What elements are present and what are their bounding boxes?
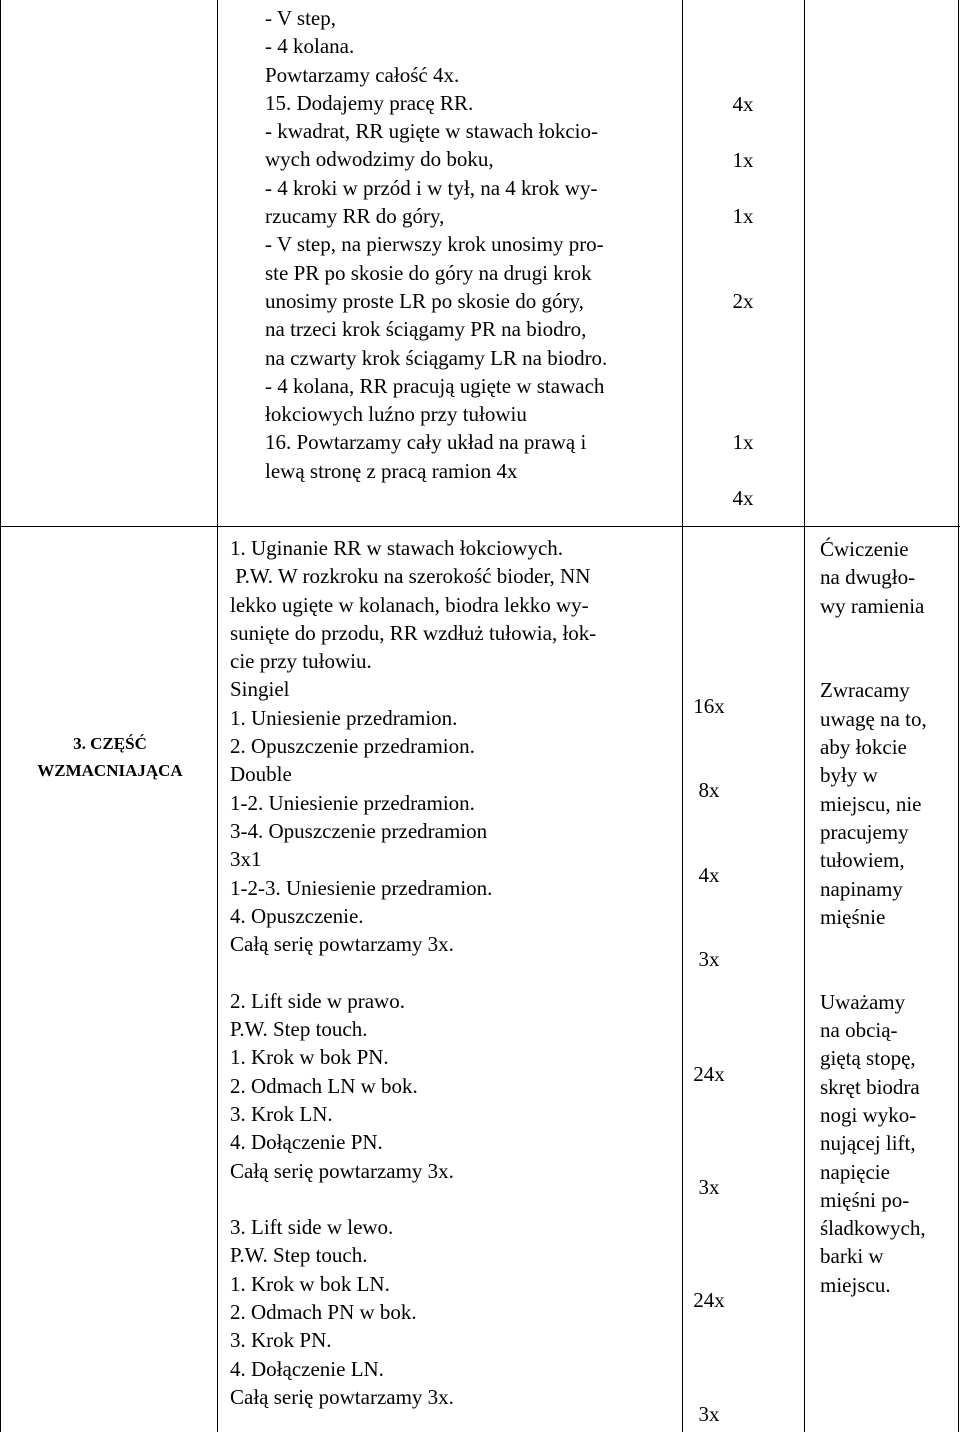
text-line: - 4 kolana, RR pracują ugięte w stawach bbox=[265, 373, 605, 398]
text-line: ste PR po skosie do góry na drugi krok bbox=[265, 260, 592, 285]
remark-line: Zwracamy bbox=[820, 678, 910, 703]
remark-line: miejscu, nie bbox=[820, 791, 922, 816]
text-line: 4. Dołączenie PN. bbox=[230, 1130, 383, 1155]
remark-line bbox=[820, 620, 927, 648]
remarks-row2 bbox=[820, 535, 927, 1299]
remark-line: na obcią- bbox=[820, 1018, 898, 1043]
exercise-description-row2 bbox=[230, 534, 596, 1411]
text-line: 1. Uniesienie przedramion. bbox=[230, 705, 458, 730]
text-line: cie przy tułowiu. bbox=[230, 649, 372, 674]
text-line: 2. Odmach LN w bok. bbox=[230, 1073, 418, 1098]
remark-line: miejscu. bbox=[820, 1272, 891, 1297]
text-line: Całą serię powtarzamy 3x. bbox=[230, 1384, 454, 1409]
text-line: P.W. Step touch. bbox=[230, 1243, 368, 1268]
repetition-count: 1x bbox=[732, 430, 754, 454]
text-line: na czwarty krok ściągamy LR na biodro. bbox=[265, 345, 608, 370]
repetition-count: 4x bbox=[732, 92, 754, 116]
text-line: na trzeci krok ściągamy PR na biodro, bbox=[265, 317, 587, 342]
remark-line: były w bbox=[820, 763, 878, 788]
text-line: 4. Opuszczenie. bbox=[230, 903, 364, 928]
text-line: - 4 kroki w przód i w tył, na 4 krok wy- bbox=[265, 175, 598, 200]
text-line: sunięte do przodu, RR wzdłuż tułowia, łok- bbox=[230, 620, 597, 645]
repetition-count: 24x bbox=[693, 1062, 725, 1086]
text-line: 1-2-3. Uniesienie przedramion. bbox=[230, 875, 493, 900]
remark-line bbox=[820, 931, 927, 959]
text-line: wych odwodzimy do boku, bbox=[265, 147, 494, 172]
remark-line: nogi wyko- bbox=[820, 1102, 917, 1127]
text-line: 3-4. Opuszczenie przedramion bbox=[230, 818, 488, 843]
remark-line: nującej lift, bbox=[820, 1131, 916, 1156]
repetition-count: 3x bbox=[698, 947, 720, 971]
section-title bbox=[4, 730, 216, 784]
text-line: 4. Dołączenie LN. bbox=[230, 1356, 384, 1381]
section-title-line: WZMACNIAJĄCA bbox=[37, 761, 183, 780]
remark-line: śladkowych, bbox=[820, 1216, 926, 1241]
repetition-count: 3x bbox=[698, 1402, 720, 1426]
text-line: 2. Lift side w prawo. bbox=[230, 988, 405, 1013]
repetition-count: 3x bbox=[698, 1175, 720, 1199]
text-line: unosimy proste LR po skosie do góry, bbox=[265, 288, 584, 313]
text-line: 2. Odmach PN w bok. bbox=[230, 1300, 417, 1325]
text-line: Singiel bbox=[230, 677, 290, 702]
text-line: lewą stronę z pracą ramion 4x bbox=[265, 458, 518, 483]
repetition-count: 1x bbox=[732, 204, 754, 228]
section-title-line: 3. CZĘŚĆ bbox=[73, 734, 147, 753]
repetition-count: 8x bbox=[698, 778, 720, 802]
remark-line bbox=[820, 648, 927, 676]
text-line: Całą serię powtarzamy 3x. bbox=[230, 1158, 454, 1183]
text-line: 16. Powtarzamy cały układ na prawą i bbox=[265, 430, 587, 455]
column-divider bbox=[804, 0, 805, 1432]
remark-line: napięcie bbox=[820, 1159, 890, 1184]
remark-line: tułowiem, bbox=[820, 848, 905, 873]
remark-line: na dwugło- bbox=[820, 565, 916, 590]
row-divider bbox=[0, 526, 960, 527]
exercise-description-row1 bbox=[265, 4, 607, 485]
remark-line: uwagę na to, bbox=[820, 706, 927, 731]
text-line: - V step, na pierwszy krok unosimy pro- bbox=[265, 232, 604, 257]
remark-line: Uważamy bbox=[820, 989, 906, 1014]
remark-line: barki w bbox=[820, 1244, 884, 1269]
text-line: 1. Krok w bok PN. bbox=[230, 1045, 389, 1070]
text-line: 2. Opuszczenie przedramion. bbox=[230, 734, 475, 759]
remark-line: skręt biodra bbox=[820, 1074, 920, 1099]
text-line: P.W. W rozkroku na szerokość bioder, NN bbox=[230, 564, 591, 589]
text-line: łokciowych luźno przy tułowiu bbox=[265, 402, 527, 427]
remark-line: napinamy bbox=[820, 876, 903, 901]
table-border-left bbox=[0, 0, 1, 1432]
remark-line: mięśnie bbox=[820, 904, 886, 929]
text-line: P.W. Step touch. bbox=[230, 1017, 368, 1042]
text-line: 1. Uginanie RR w stawach łokciowych. bbox=[230, 536, 564, 560]
repetition-count: 2x bbox=[732, 289, 754, 313]
repetition-count: 24x bbox=[693, 1288, 725, 1312]
repetition-count: 16x bbox=[693, 694, 725, 718]
text-line: lekko ugięte w kolanach, biodra lekko wy- bbox=[230, 592, 589, 617]
repetition-count: 4x bbox=[732, 486, 754, 510]
text-line bbox=[230, 1185, 596, 1213]
text-line bbox=[230, 958, 596, 986]
text-line: 15. Dodajemy pracę RR. bbox=[265, 90, 474, 115]
table-border-right bbox=[958, 0, 959, 1432]
remark-line bbox=[820, 959, 927, 987]
text-line: - kwadrat, RR ugięte w stawach łokcio- bbox=[265, 119, 598, 144]
text-line: Powtarzamy całość 4x. bbox=[265, 62, 460, 87]
remark-line: mięśni po- bbox=[820, 1187, 910, 1212]
text-line: - 4 kolana. bbox=[265, 34, 355, 59]
remark-line: Ćwiczenie bbox=[820, 537, 909, 561]
remark-line: aby łokcie bbox=[820, 735, 907, 760]
remark-line: giętą stopę, bbox=[820, 1046, 916, 1071]
text-line: 3. Lift side w lewo. bbox=[230, 1215, 394, 1240]
remark-line: wy ramienia bbox=[820, 593, 925, 618]
text-line: 3x1 bbox=[230, 847, 262, 872]
column-divider bbox=[217, 0, 218, 1432]
text-line: 1-2. Uniesienie przedramion. bbox=[230, 790, 475, 815]
text-line: - V step, bbox=[265, 6, 336, 30]
text-line: Całą serię powtarzamy 3x. bbox=[230, 932, 454, 957]
text-line: Double bbox=[230, 762, 292, 787]
remark-line: pracujemy bbox=[820, 819, 909, 844]
text-line: 1. Krok w bok LN. bbox=[230, 1271, 390, 1296]
text-line: rzucamy RR do góry, bbox=[265, 204, 445, 229]
text-line: 3. Krok LN. bbox=[230, 1101, 333, 1126]
repetition-count: 4x bbox=[698, 863, 720, 887]
text-line: 3. Krok PN. bbox=[230, 1328, 332, 1353]
repetition-count: 1x bbox=[732, 148, 754, 172]
